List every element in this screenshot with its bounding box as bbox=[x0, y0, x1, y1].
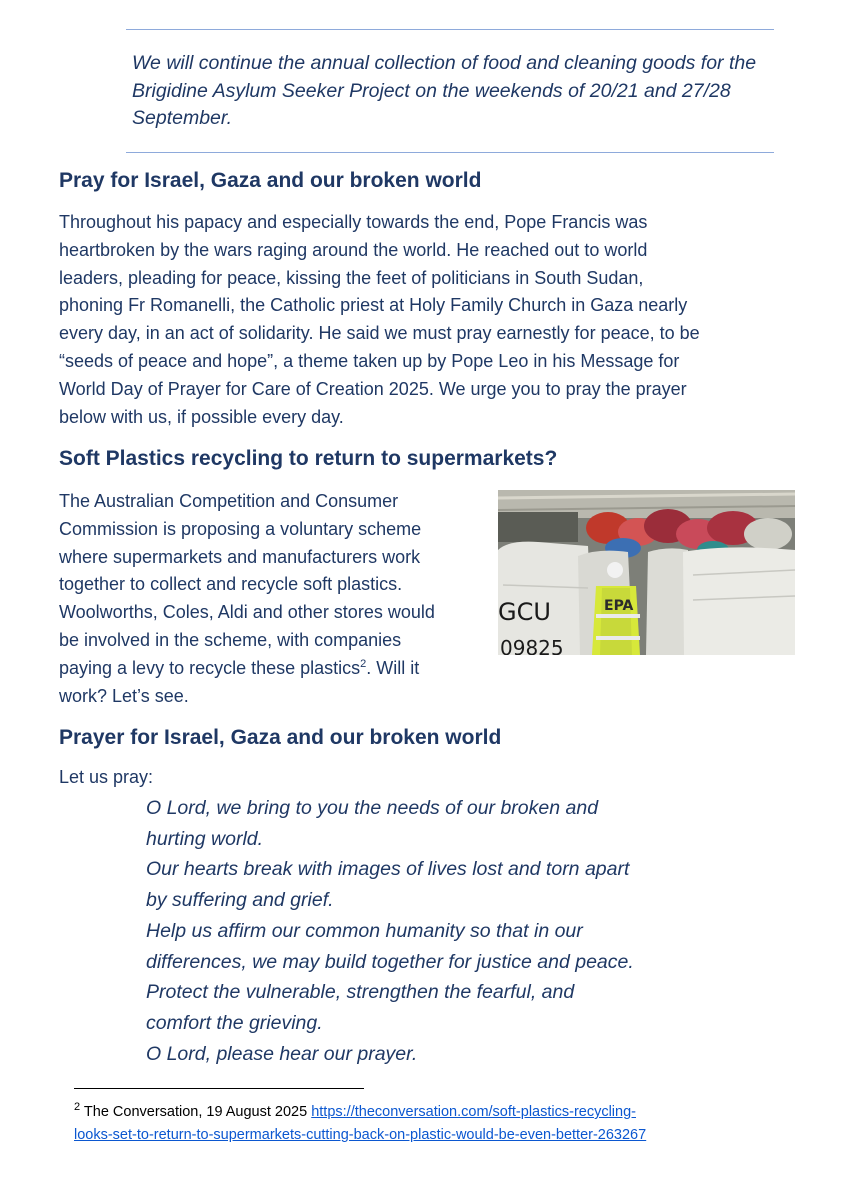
footnote-number: 2 bbox=[74, 1101, 81, 1114]
prayer-line: O Lord, please hear our prayer. bbox=[146, 1042, 418, 1065]
prayer-line: by suffering and grief. bbox=[146, 889, 334, 912]
footnote-link[interactable]: https://theconversation.com/soft-plastics-recycling- bbox=[311, 1104, 636, 1120]
pope-francis-paragraph bbox=[59, 209, 779, 431]
para-line: Commission is proposing a voluntary scheme bbox=[59, 518, 422, 539]
para-line: where supermarkets and manufacturers work bbox=[59, 546, 421, 567]
section-heading-soft-plastics: Soft Plastics recycling to return to supermarkets? bbox=[59, 447, 558, 470]
section-heading-pray: Pray for Israel, Gaza and our broken world bbox=[59, 169, 482, 192]
prayer-intro: Let us pray: bbox=[59, 767, 154, 787]
prayer-line: comfort the grieving. bbox=[146, 1011, 323, 1034]
prayer-line: Protect the vulnerable, strengthen the fearful, and bbox=[146, 981, 575, 1004]
recycling-warehouse-photo bbox=[498, 490, 795, 655]
bag-label: 09825 bbox=[500, 636, 564, 655]
prayer-text bbox=[146, 793, 706, 1069]
soft-plastics-paragraph bbox=[59, 488, 489, 710]
bag-label: GCU bbox=[498, 598, 551, 626]
footnote-separator bbox=[74, 1088, 364, 1089]
para-line: phoning Fr Romanelli, the Catholic priest at Holy Family Church in Gaza nearly bbox=[59, 295, 688, 316]
footnote-link-continued[interactable]: looks-set-to-return-to-supermarkets-cutting-back-on-plastic-would-be-even-better-263267 bbox=[74, 1127, 647, 1143]
footnote-line bbox=[74, 1101, 794, 1124]
prayer-line: differences, we may build together for justice and peace. bbox=[146, 950, 634, 973]
para-line bbox=[59, 655, 489, 683]
prayer-line: Our hearts break with images of lives lost and torn apart bbox=[146, 858, 630, 881]
para-line: work? Let’s see. bbox=[59, 685, 189, 706]
line-text: . Will it bbox=[366, 657, 420, 678]
intro-quote: We will continue the annual collection of food and cleaning goods for the Brigidine Asylum Seeker Project on the weekends of 20/21 and 27/28 September. bbox=[132, 52, 757, 129]
prayer-line: Help us affirm our common humanity so that in our bbox=[146, 919, 583, 942]
para-line: leaders, pleading for peace, kissing the feet of politicians in South Sudan, bbox=[59, 267, 644, 288]
para-line: “seeds of peace and hope”, a theme taken up by Pope Leo in his Message for bbox=[59, 350, 680, 371]
para-line: be involved in the scheme, with companies bbox=[59, 629, 402, 650]
section-heading-prayer: Prayer for Israel, Gaza and our broken world bbox=[59, 726, 502, 749]
line-text: paying a levy to recycle these plastics bbox=[59, 657, 361, 678]
footnote-line bbox=[74, 1124, 794, 1147]
para-line: below with us, if possible every day. bbox=[59, 406, 344, 427]
prayer-line: O Lord, we bring to you the needs of our broken and bbox=[146, 797, 599, 819]
footnote bbox=[74, 1101, 794, 1147]
footnote-text: The Conversation, 19 August 2025 bbox=[80, 1104, 312, 1120]
top-divider bbox=[126, 29, 774, 30]
para-line: Throughout his papacy and especially towards the end, Pope Francis was bbox=[59, 212, 648, 232]
quote-divider bbox=[126, 152, 774, 153]
para-line: World Day of Prayer for Care of Creation 2025. We urge you to pray the prayer bbox=[59, 378, 687, 399]
para-line: The Australian Competition and Consumer bbox=[59, 491, 399, 511]
para-line: Woolworths, Coles, Aldi and other stores would bbox=[59, 602, 435, 623]
vest-label: EPA bbox=[604, 598, 634, 614]
prayer-line: hurting world. bbox=[146, 827, 264, 850]
para-line: together to collect and recycle soft plastics. bbox=[59, 574, 403, 595]
para-line: every day, in an act of solidarity. He said we must pray earnestly for peace, to be bbox=[59, 323, 700, 344]
footnote-reference[interactable]: 2 bbox=[360, 657, 367, 670]
para-line: heartbroken by the wars raging around the world. He reached out to world bbox=[59, 239, 648, 260]
